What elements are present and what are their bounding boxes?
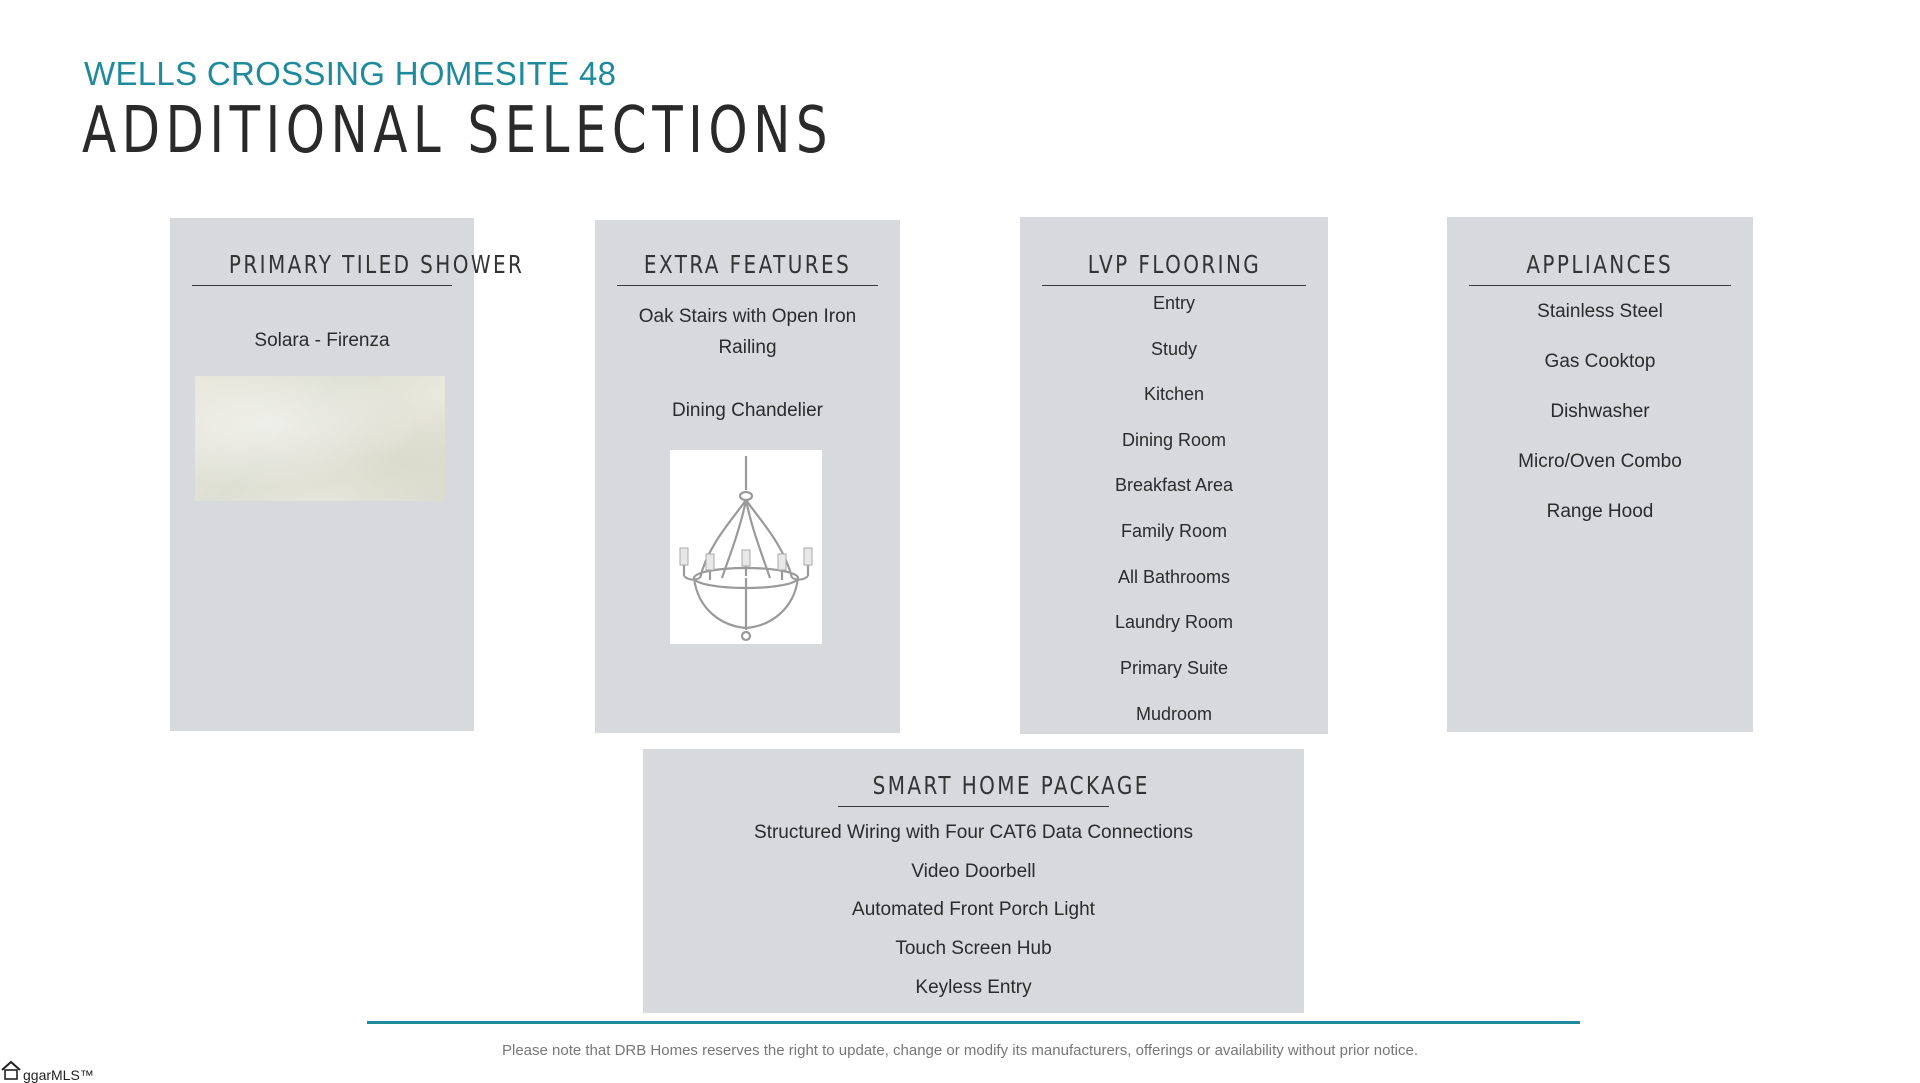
list-item: Touch Screen Hub: [895, 938, 1052, 959]
list-item: Family Room: [1120, 521, 1227, 541]
list-item: Gas Cooktop: [1544, 351, 1656, 372]
homesite-subtitle: WELLS CROSSING HOMESITE 48: [84, 55, 617, 92]
list-item: Railing: [718, 337, 777, 358]
list-item: Solara - Firenza: [254, 330, 390, 351]
tile-swatch-image: [195, 376, 445, 501]
disclaimer-text: Please note that DRB Homes reserves the right to update, change or modify its manufacturers, offerings or availability without prior notice.: [501, 1042, 1418, 1059]
card-title: SMART HOME PACKAGE: [838, 771, 1109, 807]
list-item: Entry: [1152, 293, 1195, 313]
list-item: Dishwasher: [1550, 401, 1650, 422]
list-item: Dining Room: [1121, 430, 1227, 450]
list-item: Laundry Room: [1114, 612, 1234, 632]
list-item: Range Hood: [1546, 501, 1654, 522]
card-lvp-flooring: [1020, 217, 1328, 734]
list-item: Video Doorbell: [911, 861, 1036, 882]
list-item: Study: [1150, 339, 1198, 359]
list-item: Micro/Oven Combo: [1518, 451, 1682, 472]
list-item: Mudroom: [1135, 704, 1213, 724]
list-item: Stainless Steel: [1537, 301, 1663, 322]
list-item: All Bathrooms: [1117, 567, 1231, 587]
footer-divider: [367, 1021, 1580, 1024]
card-title: APPLIANCES: [1469, 250, 1731, 286]
page-title: ADDITIONAL SELECTIONS: [82, 94, 834, 168]
card-title: PRIMARY TILED SHOWER: [192, 250, 452, 286]
list-item: Structured Wiring with Four CAT6 Data Connections: [754, 822, 1193, 843]
card-appliances: [1447, 217, 1753, 732]
list-item: Primary Suite: [1119, 658, 1229, 678]
card-extra-features: [595, 220, 900, 733]
card-primary-tiled-shower: [170, 218, 525, 731]
card-title: EXTRA FEATURES: [617, 250, 878, 286]
card-smart-home-package: [643, 749, 1304, 1013]
list-item: Breakfast Area: [1114, 475, 1234, 495]
card-title: LVP FLOORING: [1042, 250, 1306, 286]
list-item: Oak Stairs with Open Iron: [638, 306, 857, 327]
list-item: Automated Front Porch Light: [852, 899, 1095, 920]
chandelier-image: [670, 450, 822, 644]
list-item: Dining Chandelier: [671, 400, 824, 421]
list-item: Kitchen: [1143, 384, 1205, 404]
watermark-text: ggarMLS™: [23, 1067, 94, 1083]
list-item: Keyless Entry: [915, 977, 1032, 998]
